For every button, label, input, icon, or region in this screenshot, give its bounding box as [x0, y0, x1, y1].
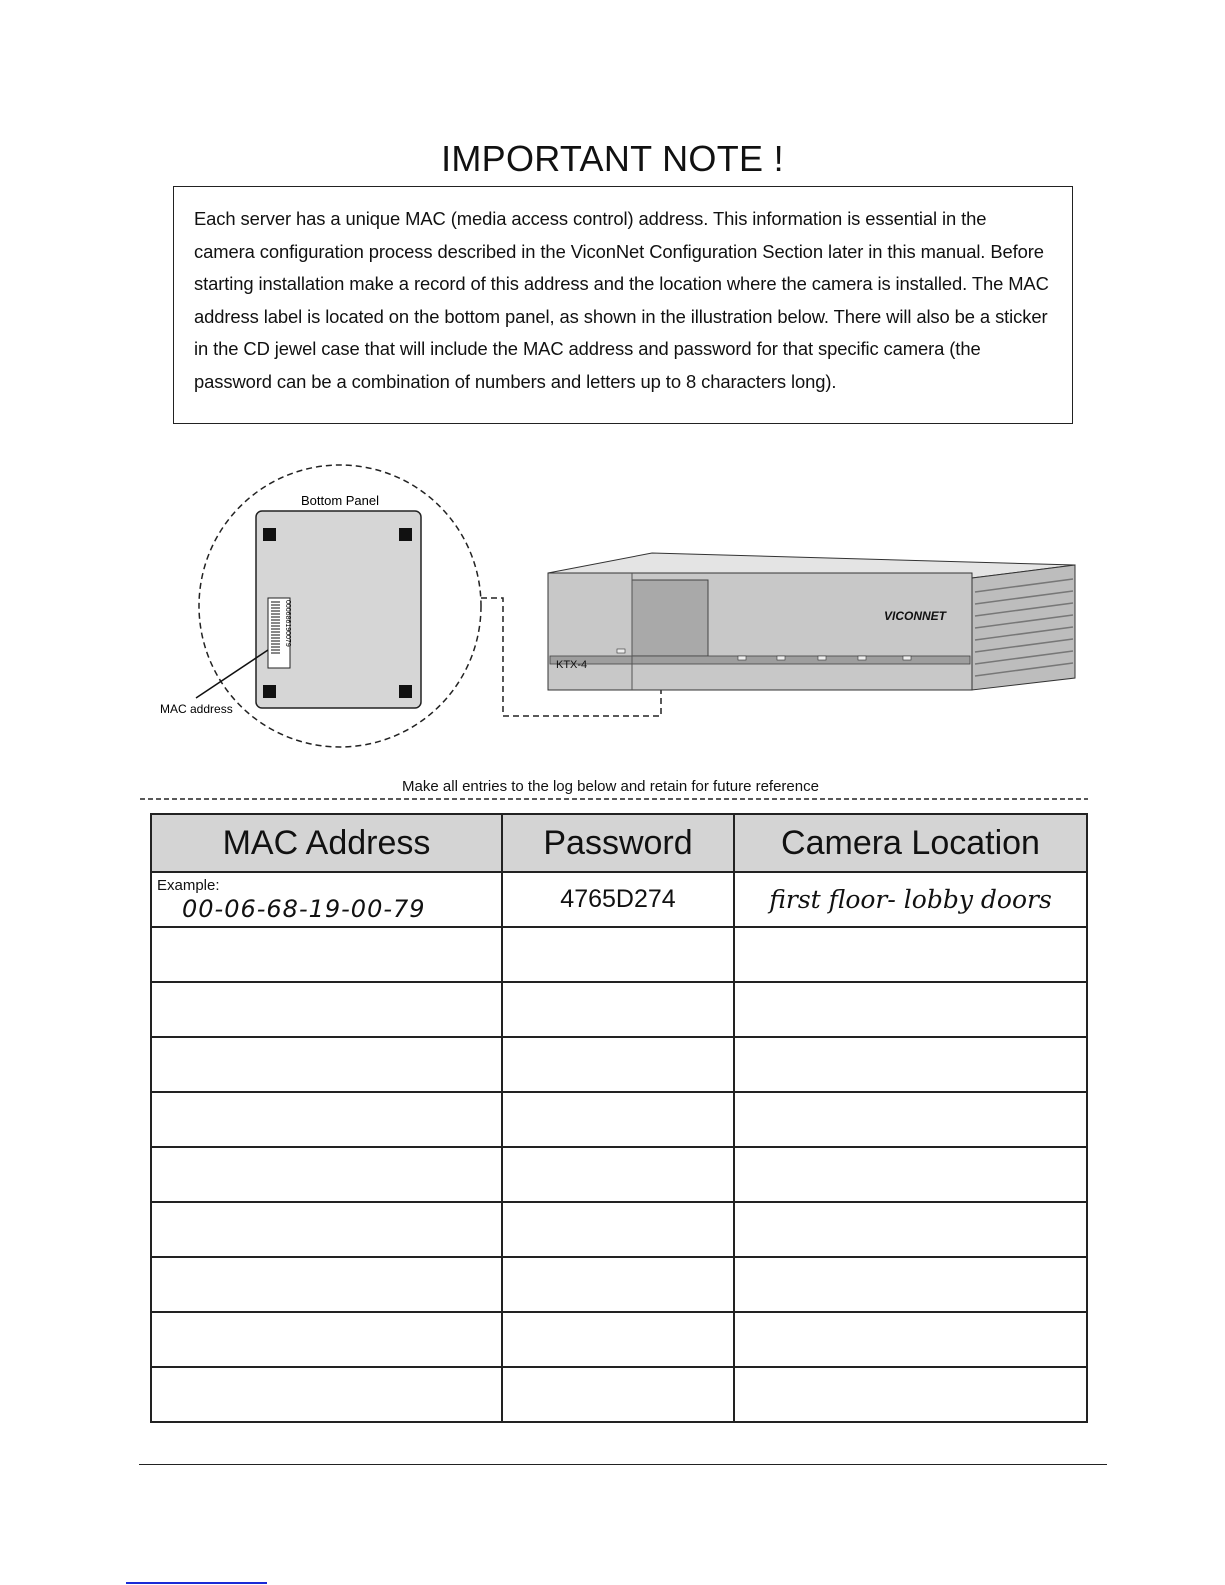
password-entry-cell[interactable]	[502, 982, 734, 1037]
location-entry-cell[interactable]	[734, 1367, 1087, 1422]
device-illustration	[0, 0, 1225, 780]
example-password: 4765D274	[502, 872, 734, 927]
page-title: IMPORTANT NOTE !	[441, 138, 784, 179]
header-camera-location: Camera Location	[734, 814, 1087, 872]
password-entry-cell[interactable]	[502, 1037, 734, 1092]
table-row	[151, 1257, 1087, 1312]
password-entry-cell[interactable]	[502, 1092, 734, 1147]
example-label: Example:	[157, 877, 220, 894]
table-row	[151, 982, 1087, 1037]
mac-entry-cell[interactable]	[151, 1312, 502, 1367]
mac-entry-cell[interactable]	[151, 1147, 502, 1202]
svg-text:000686190079: 000686190079	[284, 600, 291, 647]
password-entry-cell[interactable]	[502, 1257, 734, 1312]
example-mac-value: 00-06-68-19-00-79	[182, 895, 426, 923]
location-entry-cell[interactable]	[734, 1092, 1087, 1147]
table-row	[151, 1092, 1087, 1147]
location-entry-cell[interactable]	[734, 1147, 1087, 1202]
ktx4-device	[548, 553, 1075, 690]
important-note-text: Each server has a unique MAC (media access control) address. This information is essential in the camera configuration process described in the ViconNet Configuration Section later in this manual. Before starting installation make a record of this address and the location where the camera is installed. The MAC address label is located on the bottom panel, as shown in the illustration below. There will also be a sticker in the CD jewel case that will include the MAC address and password for that specific camera (the password can be a combination of numbers and letters up to 8 characters long).	[194, 208, 1049, 392]
log-instruction: Make all entries to the log below and retain for future reference	[402, 778, 819, 795]
mac-address-log-table	[150, 813, 1088, 1423]
panel-foot	[263, 528, 276, 541]
example-location: first floor- lobby doors	[734, 872, 1087, 927]
table-row	[151, 1367, 1087, 1422]
location-entry-cell[interactable]	[734, 927, 1087, 982]
table-row	[151, 927, 1087, 982]
table-row	[151, 1037, 1087, 1092]
bottom-panel-label: Bottom Panel	[300, 493, 380, 508]
device-model-label: KTX-4	[556, 659, 588, 671]
footer-rule	[139, 1464, 1107, 1465]
mac-address-callout: MAC address	[160, 702, 233, 716]
location-entry-cell[interactable]	[734, 1257, 1087, 1312]
mac-entry-cell[interactable]	[151, 1202, 502, 1257]
location-entry-cell[interactable]	[734, 1312, 1087, 1367]
location-entry-cell[interactable]	[734, 1202, 1087, 1257]
password-entry-cell[interactable]	[502, 927, 734, 982]
location-entry-cell[interactable]	[734, 982, 1087, 1037]
password-entry-cell[interactable]	[502, 1147, 734, 1202]
location-entry-cell[interactable]	[734, 1037, 1087, 1092]
password-entry-cell[interactable]	[502, 1367, 734, 1422]
viconnet-logo: VICONNET	[884, 609, 947, 623]
header-password: Password	[502, 814, 734, 872]
mac-entry-cell[interactable]	[151, 927, 502, 982]
mac-entry-cell[interactable]	[151, 1367, 502, 1422]
table-row	[151, 1147, 1087, 1202]
table-row	[151, 1312, 1087, 1367]
mac-entry-cell[interactable]	[151, 1037, 502, 1092]
password-entry-cell[interactable]	[502, 1202, 734, 1257]
mac-entry-cell[interactable]	[151, 982, 502, 1037]
password-entry-cell[interactable]	[502, 1312, 734, 1367]
example-row	[151, 872, 1087, 927]
table-row	[151, 1202, 1087, 1257]
header-mac-address: MAC Address	[151, 814, 502, 872]
page-edge-rule	[126, 1582, 267, 1584]
panel-foot	[263, 685, 276, 698]
mac-entry-cell[interactable]	[151, 1092, 502, 1147]
table-header-row	[151, 814, 1087, 872]
mac-entry-cell[interactable]	[151, 1257, 502, 1312]
example-mac-cell	[151, 872, 502, 927]
panel-foot	[399, 685, 412, 698]
mac-barcode-label	[268, 598, 291, 668]
panel-foot	[399, 528, 412, 541]
